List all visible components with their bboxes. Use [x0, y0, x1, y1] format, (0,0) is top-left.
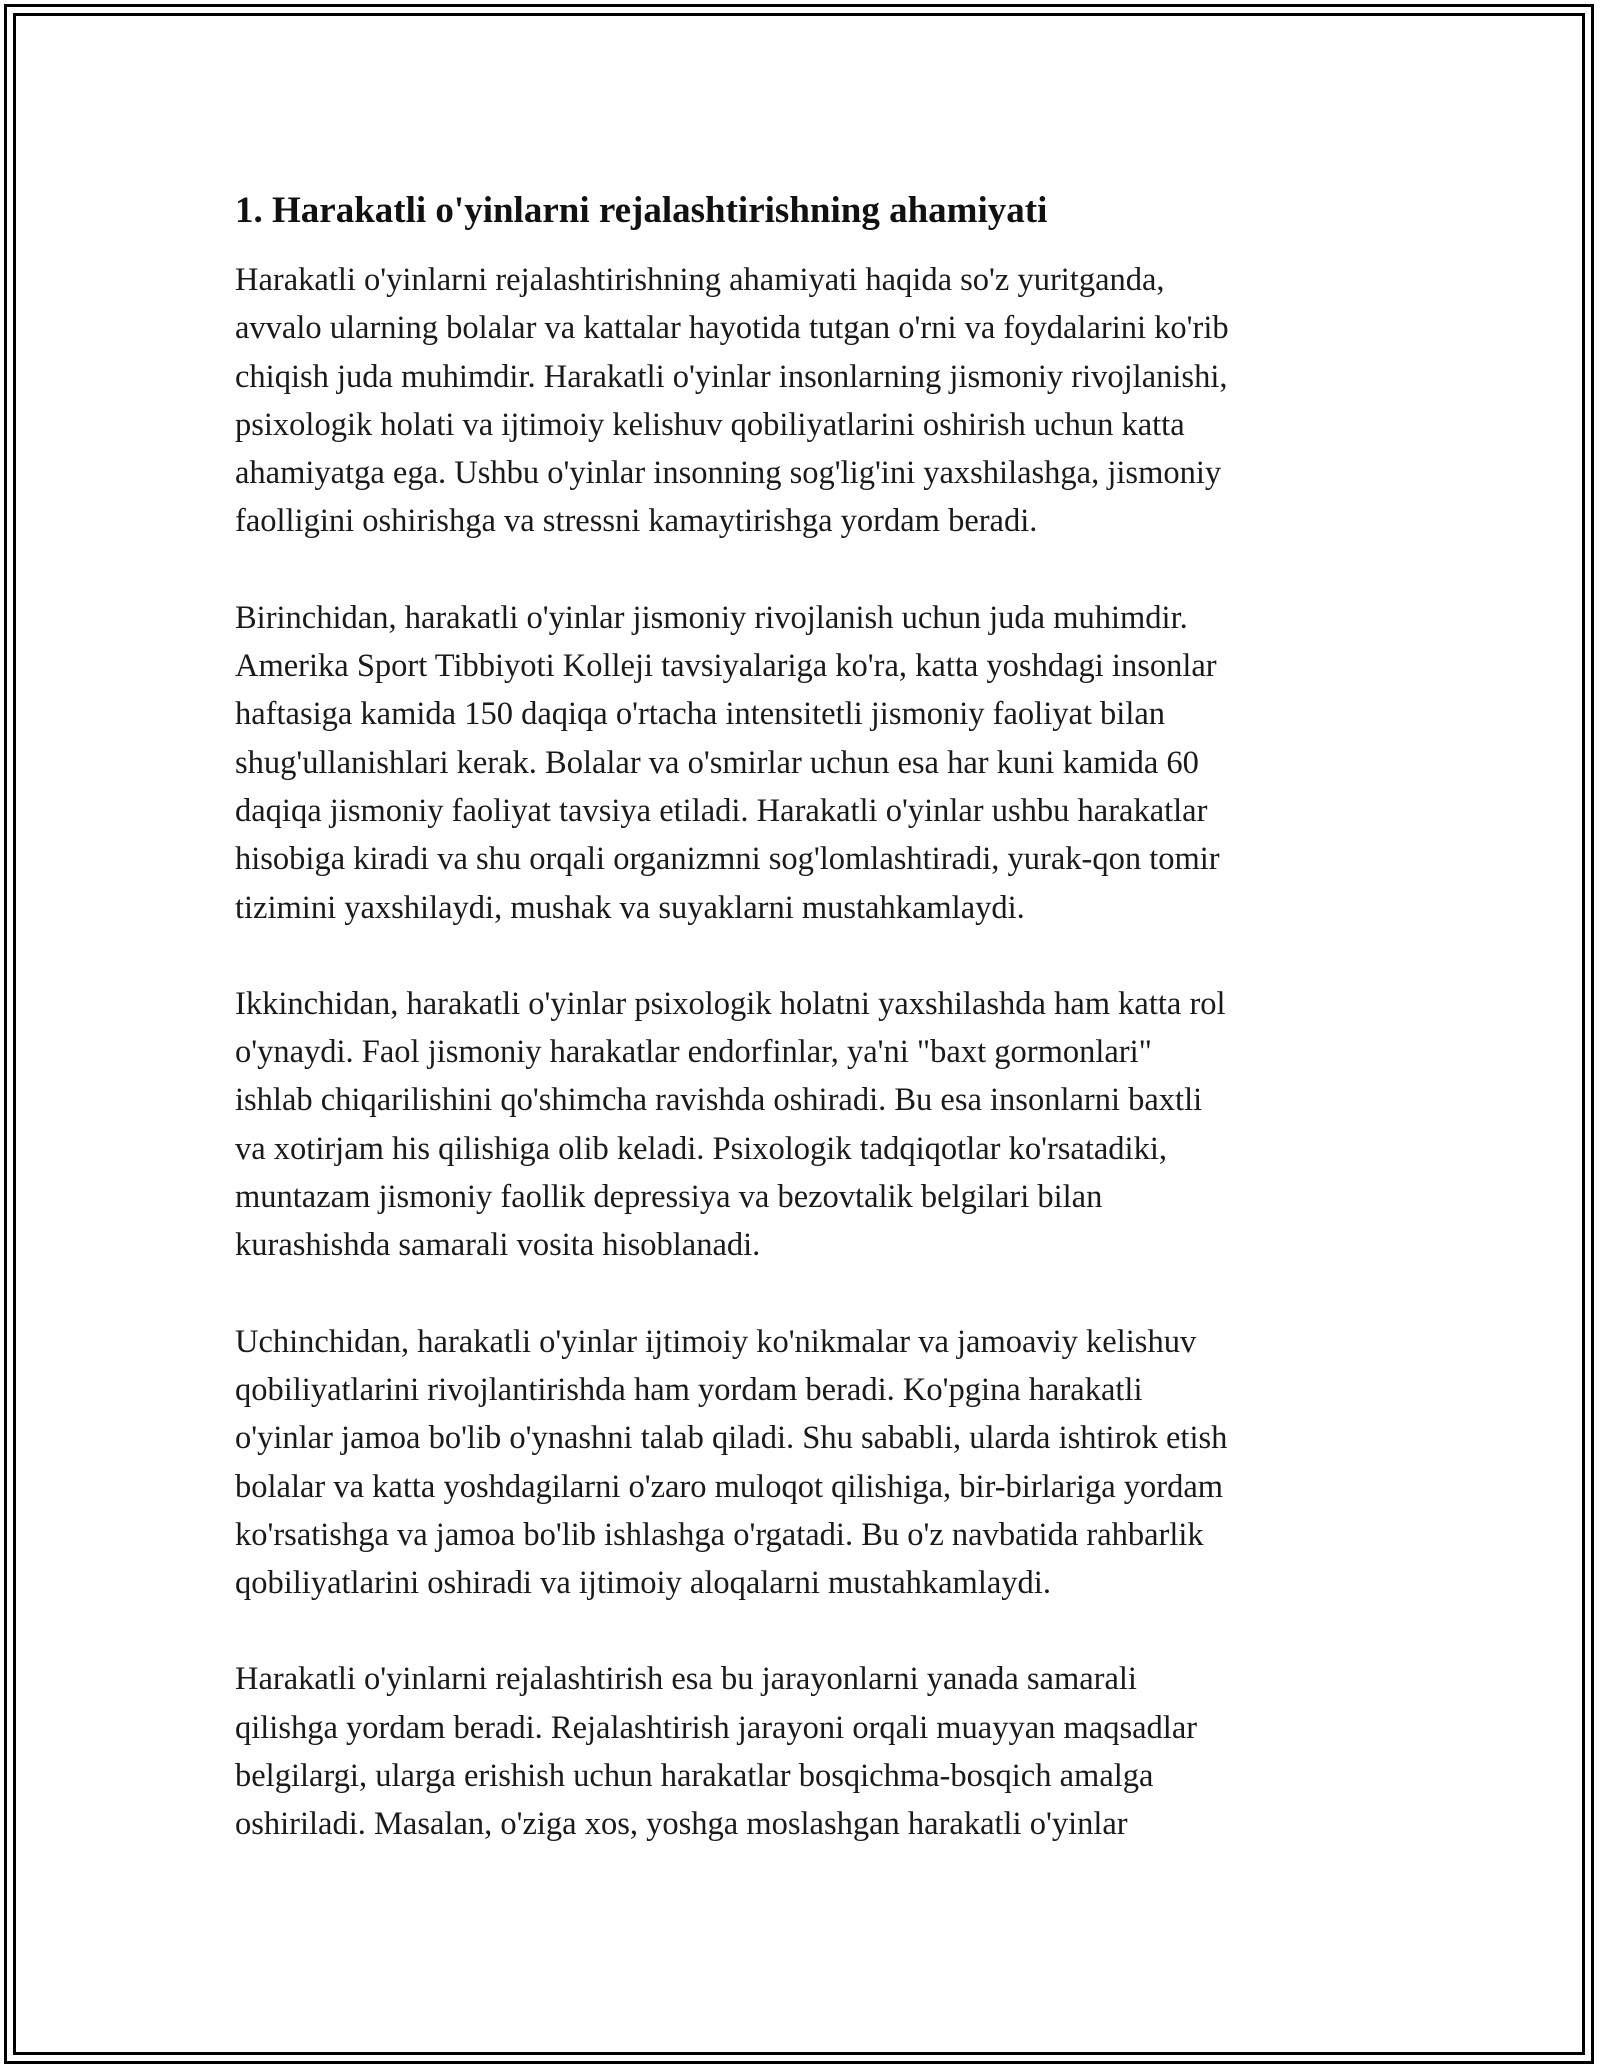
text-line: kurashishda samarali vosita hisoblanadi.: [235, 1227, 761, 1264]
text-line: Birinchidan, harakatli o'yinlar jismoniy rivojlanish uchun juda muhimdir.: [235, 599, 1188, 636]
text-line: belgilargi, ularga erishish uchun harakatlar bosqichma-bosqich amalga: [235, 1758, 1154, 1795]
section-heading: 1. Harakatli o'yinlarni rejalashtirishning ahamiyati: [235, 190, 1048, 231]
paragraph-3: [235, 980, 1375, 1270]
text-line: oshiriladi. Masalan, o'ziga xos, yoshga moslashgan harakatli o'yinlar: [235, 1806, 1128, 1843]
paragraph-2: [235, 594, 1375, 932]
paragraph-4: [235, 1318, 1375, 1608]
text-line: daqiqa jismoniy faoliyat tavsiya etiladi. Harakatli o'yinlar ushbu harakatlar: [235, 792, 1208, 829]
text-line: tizimini yaxshilaydi, mushak va suyaklarni mustahkamlaydi.: [235, 889, 1025, 926]
text-line: ahamiyatga ega. Ushbu o'yinlar insonning sog'lig'ini yaxshilashga, jismoniy: [235, 455, 1222, 492]
text-line: shug'ullanishlari kerak. Bolalar va o'smirlar uchun esa har kuni kamida 60: [235, 744, 1199, 781]
text-line: avvalo ularning bolalar va kattalar hayotida tutgan o'rni va foydalarini ko'rib: [235, 310, 1229, 347]
text-line: Uchinchidan, harakatli o'yinlar ijtimoiy ko'nikmalar va jamoaviy kelishuv: [235, 1323, 1197, 1360]
text-line: Ikkinchidan, harakatli o'yinlar psixologik holatni yaxshilashda ham katta rol: [235, 985, 1226, 1022]
text-line: haftasiga kamida 150 daqiqa o'rtacha intensitetli jismoniy faoliyat bilan: [235, 696, 1166, 733]
document-body: [235, 186, 1375, 1897]
text-line: muntazam jismoniy faollik depressiya va bezovtalik belgilari bilan: [235, 1179, 1103, 1216]
text-line: psixologik holati va ijtimoiy kelishuv qobiliyatlarini oshirish uchun katta: [235, 406, 1185, 443]
text-line: ishlab chiqarilishini qo'shimcha ravishda oshiradi. Bu esa insonlarni baxtli: [235, 1082, 1203, 1119]
text-line: qilishga yordam beradi. Rejalashtirish jarayoni orqali muayyan maqsadlar: [235, 1709, 1198, 1746]
text-line: qobiliyatlarini oshiradi va ijtimoiy aloqalarni mustahkamlaydi.: [235, 1565, 1051, 1602]
text-line: Harakatli o'yinlarni rejalashtirish esa bu jarayonlarni yanada samarali: [235, 1661, 1137, 1698]
text-line: Harakatli o'yinlarni rejalashtirishning ahamiyati haqida so'z yuritganda,: [235, 262, 1165, 298]
text-line: hisobiga kiradi va shu orqali organizmni sog'lomlashtiradi, yurak-qon tomir: [235, 841, 1220, 878]
text-line: chiqish juda muhimdir. Harakatli o'yinlar insonlarning jismoniy rivojlanishi,: [235, 358, 1228, 395]
paragraph-1: [235, 256, 1375, 546]
text-line: qobiliyatlarini rivojlantirishda ham yordam beradi. Ko'pgina harakatli: [235, 1371, 1143, 1408]
text-line: va xotirjam his qilishiga olib keladi. Psixologik tadqiqotlar ko'rsatadiki,: [235, 1130, 1167, 1167]
text-line: faolligini oshirishga va stressni kamaytirishga yordam beradi.: [235, 503, 1038, 540]
text-line: Amerika Sport Tibbiyoti Kolleji tavsiyalariga ko'ra, katta yoshdagi insonlar: [235, 648, 1217, 685]
text-line: o'yinlar jamoa bo'lib o'ynashni talab qiladi. Shu sababli, ularda ishtirok etish: [235, 1420, 1228, 1457]
text-line: ko'rsatishga va jamoa bo'lib ishlashga o'rgatadi. Bu o'z navbatida rahbarlik: [235, 1516, 1204, 1553]
text-line: bolalar va katta yoshdagilarni o'zaro muloqot qilishiga, bir-birlariga yordam: [235, 1468, 1224, 1505]
paragraph-5: [235, 1655, 1375, 1848]
text-line: o'ynaydi. Faol jismoniy harakatlar endorfinlar, ya'ni "baxt gormonlari": [235, 1034, 1152, 1071]
